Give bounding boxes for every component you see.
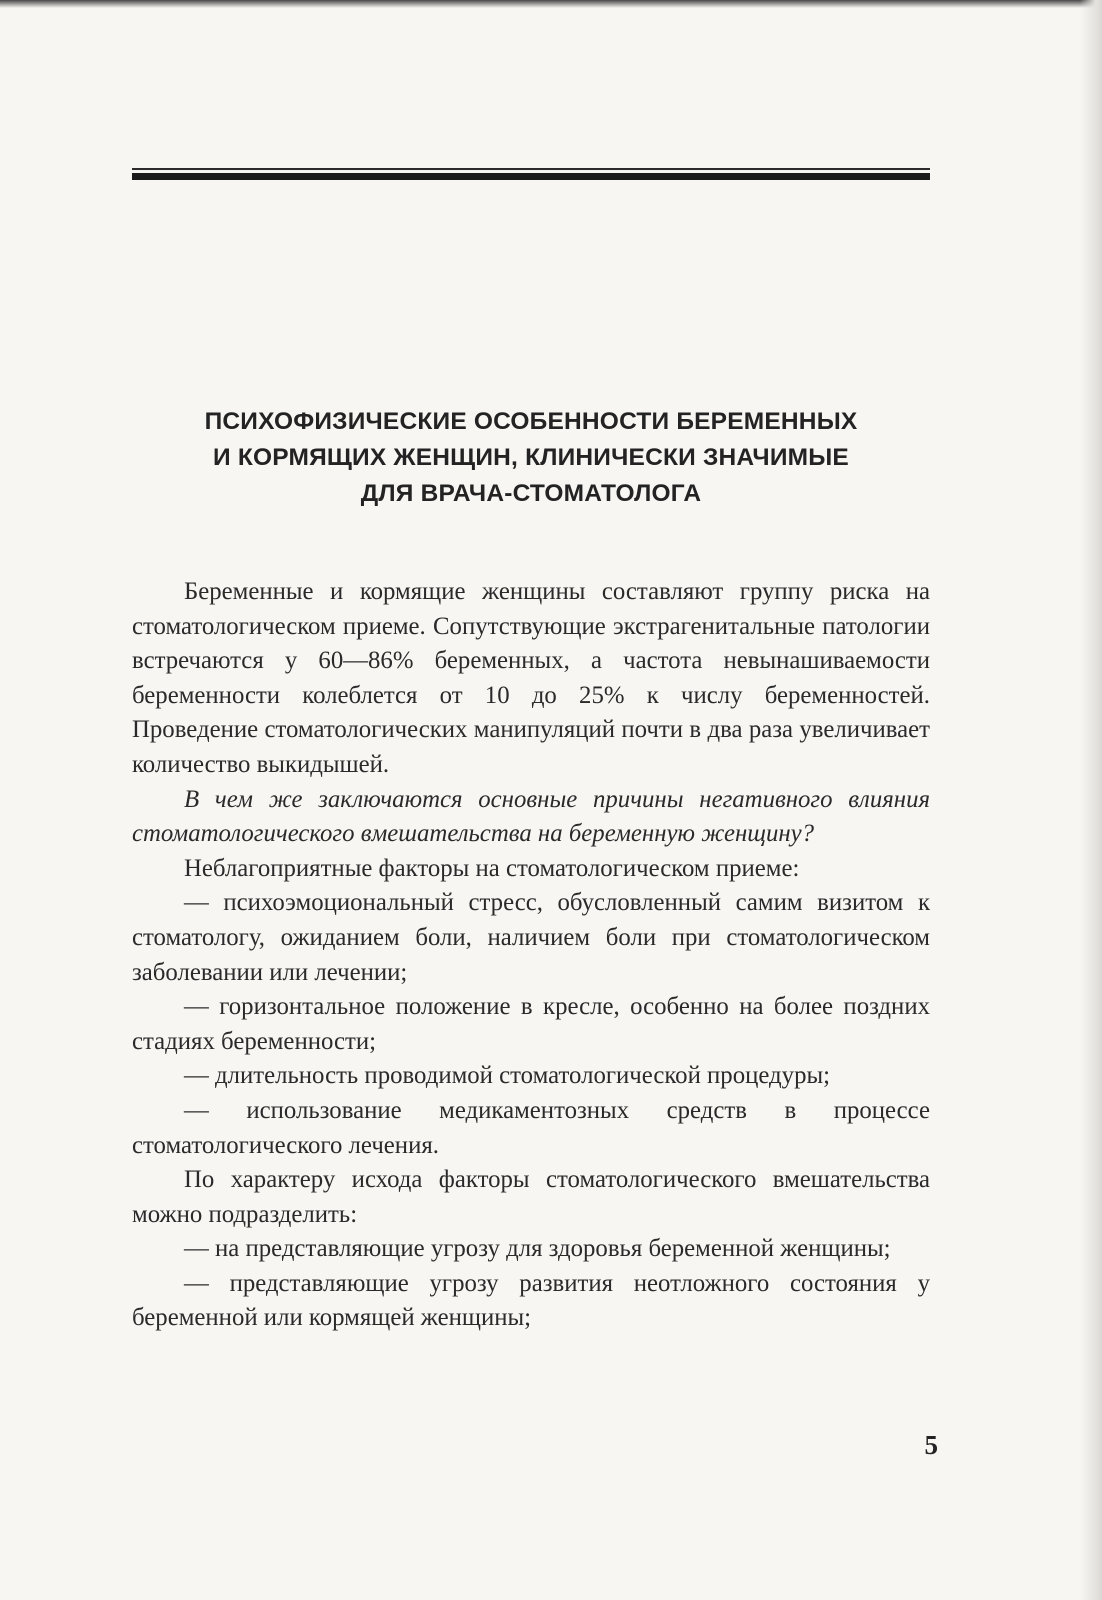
heading-line-3: ДЛЯ ВРАЧА-СТОМАТОЛОГА xyxy=(360,480,702,507)
list-item: — представляющие угрозу развития неотложного состояния у беременной или кормящей женщины; xyxy=(132,1269,930,1332)
heading-line-1: ПСИХОФИЗИЧЕСКИЕ ОСОБЕННОСТИ БЕРЕМЕННЫХ xyxy=(204,408,858,435)
list-item: — на представляющие угрозу для здоровья беременной женщины; xyxy=(184,1235,891,1263)
header-rule-thin xyxy=(132,168,930,170)
paragraph-factors-intro: Неблагоприятные факторы на стоматологическом приеме: xyxy=(184,854,800,882)
list-item: — психоэмоциональный стресс, обусловленный самим визитом к стоматологу, ожиданием боли, наличием боли при стоматологическом заболевании или лечении; xyxy=(132,889,930,986)
chapter-heading xyxy=(132,404,930,512)
list-item: — горизонтальное положение в кресле, особенно на более поздних стадиях беременности; xyxy=(132,993,930,1055)
body-text xyxy=(132,575,930,1336)
scan-edge-right xyxy=(1080,0,1102,1600)
list-item: — длительность проводимой стоматологической процедуры; xyxy=(184,1062,831,1090)
header-rule-thick xyxy=(132,173,930,180)
paragraph-intro: Беременные и кормящие женщины составляют группу риска на стоматологическом приеме. Сопутствующие экстрагенитальные патологии встречаются у 60—86% беременных, а частота невынашиваемости беременности колеблется от 10 до 25% к числу беременностей. Проведение стоматологических манипуляций почти в два раза увеличивает количество выкидышей. xyxy=(132,578,930,778)
page-number: 5 xyxy=(924,1430,938,1460)
paragraph-question: В чем же заключаются основные причины негативного влияния стоматологического вмешательства на беременную женщину? xyxy=(132,785,930,848)
list-item: — использование медикаментозных средств в процессе стоматологического лечения. xyxy=(132,1096,930,1159)
heading-line-2: И КОРМЯЩИХ ЖЕНЩИН, КЛИНИЧЕСКИ ЗНАЧИМЫЕ xyxy=(213,444,849,471)
scan-edge-top xyxy=(0,0,1102,8)
header-rule xyxy=(132,168,930,180)
paragraph-outcome-intro: По характеру исхода факторы стоматологического вмешательства можно подразделить: xyxy=(132,1166,930,1228)
